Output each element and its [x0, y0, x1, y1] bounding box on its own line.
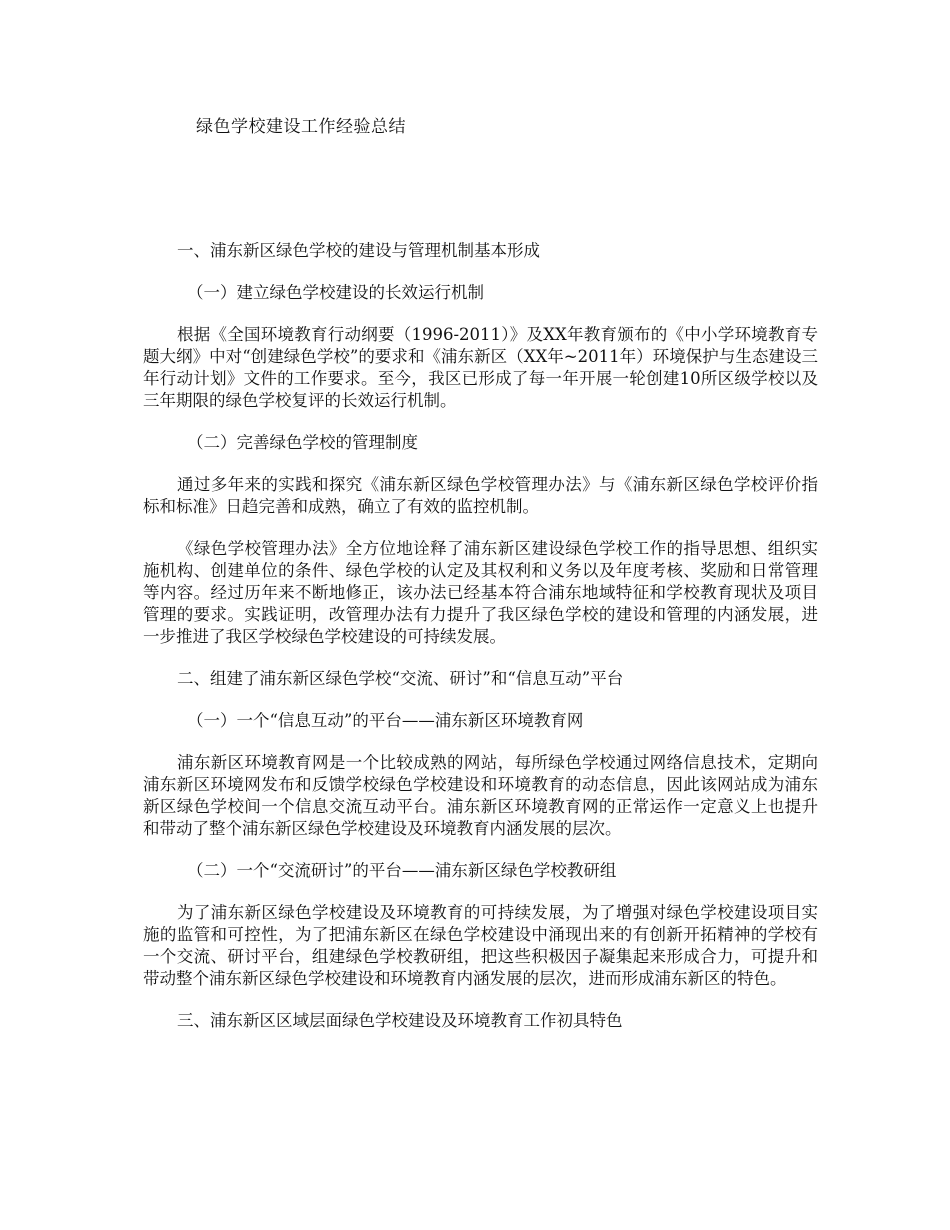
section-1-1-heading: （一）建立绿色学校建设的长效运行机制 — [187, 283, 484, 302]
section-2-1-paragraph: 浦东新区环境教育网是一个比较成熟的网站，每所绿色学校通过网络信息技术，定期向浦东新区环境网发布和反馈学校绿色学校建设和环境教育的动态信息，因此该网站成为浦东新区绿色学校间一个信息交流互动平台。浦东新区环境教育网的正常运作一定意义上也提升和带动了整个浦东新区绿色学校建设及环境教育内涵发展的层次。 — [143, 753, 818, 838]
section-2-heading: 二、组建了浦东新区绿色学校“交流、研讨”和“信息互动”平台 — [177, 669, 624, 688]
document-body — [143, 240, 818, 1052]
section-1-2-paragraph-1: 通过多年来的实践和探究《浦东新区绿色学校管理办法》与《浦东新区绿色学校评价指标和标准》日趋完善和成熟，确立了有效的监控机制。 — [143, 475, 818, 516]
document-title: 绿色学校建设工作经验总结 — [196, 117, 406, 137]
section-1-heading: 一、浦东新区绿色学校的建设与管理机制基本形成 — [177, 241, 540, 260]
section-2-2-paragraph: 为了浦东新区绿色学校建设及环境教育的可持续发展，为了增强对绿色学校建设项目实施的监管和可控性，为了把浦东新区在绿色学校建设中涌现出来的有创新开拓精神的学校有一个交流、研讨平台，组建绿色学校教研组，把这些积极因子凝集起来形成合力，可提升和带动整个浦东新区绿色学校建设和环境教育内涵发展的层次，进而形成浦东新区的特色。 — [143, 903, 818, 988]
section-2-2-heading: （二）一个“交流研讨”的平台——浦东新区绿色学校教研组 — [187, 861, 617, 880]
section-3-heading: 三、浦东新区区域层面绿色学校建设及环境教育工作初具特色 — [177, 1011, 623, 1030]
section-1-2-paragraph-2: 《绿色学校管理办法》全方位地诠释了浦东新区建设绿色学校工作的指导思想、组织实施机构、创建单位的条件、绿色学校的认定及其权利和义务以及年度考核、奖励和日常管理等内容。经过历年来不断地修正，该办法已经基本符合浦东地域特征和学校教育现状及项目管理的要求。实践证明，改管理办法有力提升了我区绿色学校的建设和管理的内涵发展，进一步推进了我区学校绿色学校建设的可持续发展。 — [143, 539, 818, 646]
section-1-2-heading: （二）完善绿色学校的管理制度 — [187, 433, 418, 452]
section-2-1-heading: （一）一个“信息互动”的平台——浦东新区环境教育网 — [187, 711, 584, 730]
section-1-1-paragraph: 根据《全国环境教育行动纲要（1996-2011）》及XX年教育颁布的《中小学环境教育专题大纲》中对“创建绿色学校”的要求和《浦东新区（XX年~2011年）环境保护与生态建设三年行动计划》文件的工作要求。至今，我区已形成了每一年开展一轮创建10所区级学校以及三年期限的绿色学校复评的长效运行机制。 — [143, 325, 818, 410]
